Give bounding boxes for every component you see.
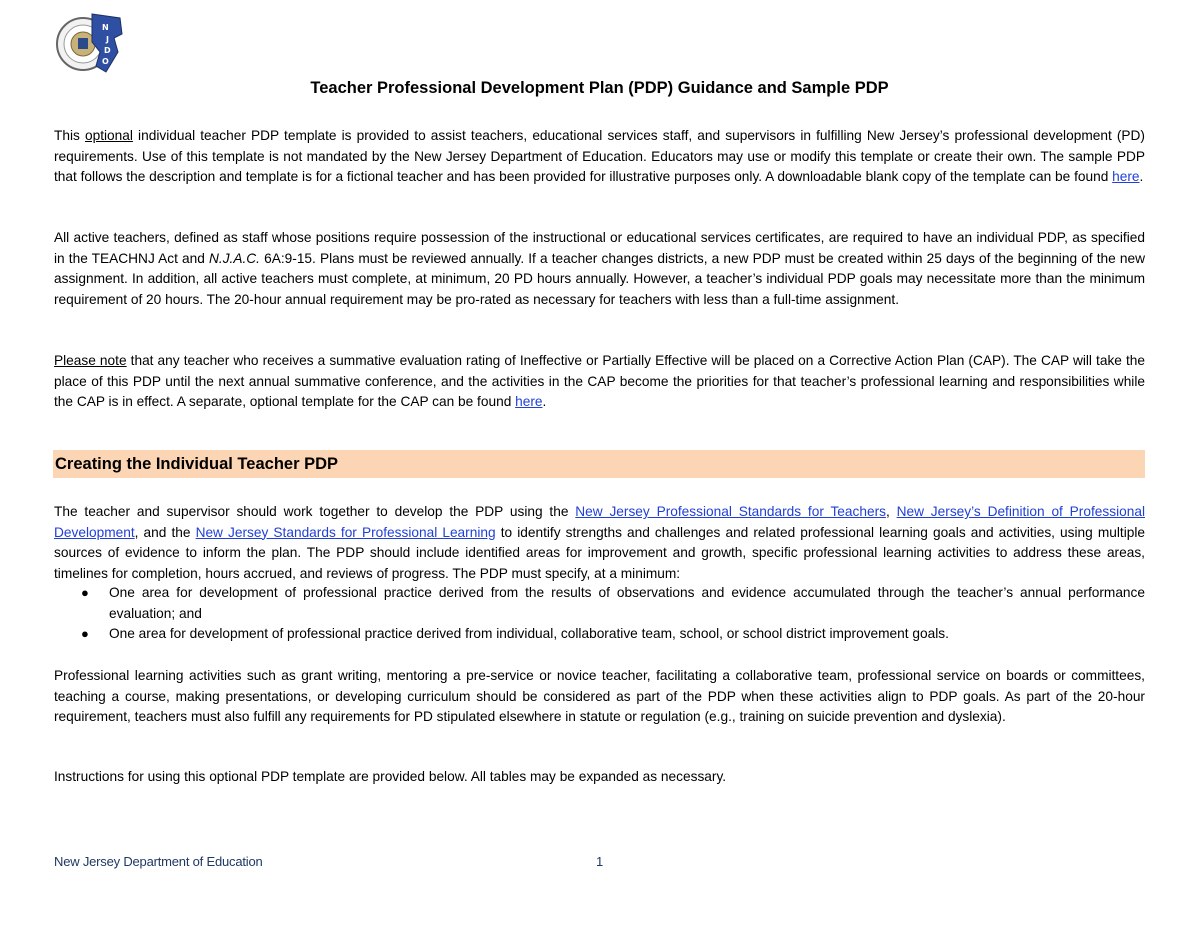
bullet-icon: ● bbox=[81, 585, 89, 600]
intro-paragraph-1: This optional individual teacher PDP template is provided to assist teachers, educational services staff, and supervisors in fulfilling New Jersey’s professional development (PD) requirements. Use of this template is not mandated by the New Jersey Department of Education. Educators may use or modify this template or create their own. The sample PDP that follows the description and template is for a fictional teacher and has been provided for illustrative purposes only. A downloadable blank copy of the template can be found here. bbox=[54, 128, 1145, 184]
svg-text:O: O bbox=[102, 57, 109, 66]
definition-of-pd-link[interactable]: New Jersey’s Definition of Professional Development bbox=[54, 504, 1145, 540]
section-paragraph-1: The teacher and supervisor should work together to develop the PDP using the New Jersey Professional Standards for Teachers, New Jersey’s Definition of Professional Development, and the New Jersey Standards for Professional Learning to identify strengths and challenges and related professional learning goals and activities, using multiple sources of evidence to inform the plan. The PDP should include identified areas for improvement and growth, specific professional learning activities to address these areas, timelines for completion, hours accrued, and reviews of progress. The PDP must specify, at a minimum: bbox=[54, 504, 1146, 581]
intro-paragraph-3: Please note that any teacher who receives a summative evaluation rating of Ineffective or Partially Effective will be placed on a Corrective Action Plan (CAP). The CAP will take the place of this PDP until the next annual summative conference, and the activities in the CAP become the priorities for that teacher’s professional learning and responsibilities while the CAP is in effect. A separate, optional template for the CAP can be found here. bbox=[54, 353, 1146, 409]
section-paragraph-3: Instructions for using this optional PDP template are provided below. All tables may be expanded as necessary. bbox=[54, 769, 727, 784]
intro-paragraph-2: All active teachers, defined as staff whose positions require possession of the instructional or educational services certificates, are required to have an individual PDP, as specified in the TEACHNJ Act and N.J.A.C. 6A:9-15. Plans must be reviewed annually. If a teacher changes districts, a new PDP must be created within 25 days of the beginning of the new assignment. In addition, all active teachers must complete, at minimum, 20 PD hours annually. However, a teacher’s individual PDP goals may necessitate more than the minimum requirement of 20 hours. The 20-hour annual requirement may be pro-rated as necessary for teachers with less than a full-time assignment. bbox=[54, 230, 1145, 307]
footer-organization: New Jersey Department of Education bbox=[54, 854, 263, 869]
optional-underlined-text: optional bbox=[84, 128, 133, 143]
njdoe-seal-logo bbox=[56, 12, 124, 74]
standards-for-professional-learning-link[interactable]: New Jersey Standards for Professional Learning bbox=[195, 524, 496, 540]
requirements-bullet-list bbox=[54, 583, 1145, 645]
section-heading: Creating the Individual Teacher PDP bbox=[53, 450, 1145, 478]
standards-for-teachers-link[interactable]: New Jersey Professional Standards for Teachers bbox=[575, 504, 886, 519]
cap-template-link[interactable]: here bbox=[515, 394, 543, 409]
list-item: ● One area for development of professional practice derived from the results of observations and evidence accumulated through the teacher’s annual performance evaluation; and bbox=[81, 585, 1145, 621]
blank-template-link[interactable]: here bbox=[1112, 169, 1140, 184]
svg-text:N: N bbox=[102, 23, 109, 32]
section-paragraph-2: Professional learning activities such as grant writing, mentoring a pre-service or novice teacher, facilitating a collaborative team, professional service on boards or committees, teaching a course, making presentations, or developing curriculum should be considered as part of the PDP when these activities align to PDP goals. As part of the 20-hour requirement, teachers must also fulfill any requirements for PD stipulated elsewhere in statute or regulation (e.g., training on suicide prevention and dyslexia). bbox=[54, 668, 1145, 724]
please-note-underlined-text: Please note bbox=[54, 353, 127, 368]
document-title: Teacher Professional Development Plan (PDP) Guidance and Sample PDP bbox=[310, 79, 889, 97]
list-item: ● One area for development of professional practice derived from individual, collaborative team, school, or school district improvement goals. bbox=[54, 624, 1145, 645]
footer-page-number: 1 bbox=[596, 854, 604, 869]
svg-text:J: J bbox=[106, 35, 109, 44]
bullet-icon: ● bbox=[81, 626, 89, 641]
svg-text:D: D bbox=[104, 46, 111, 55]
